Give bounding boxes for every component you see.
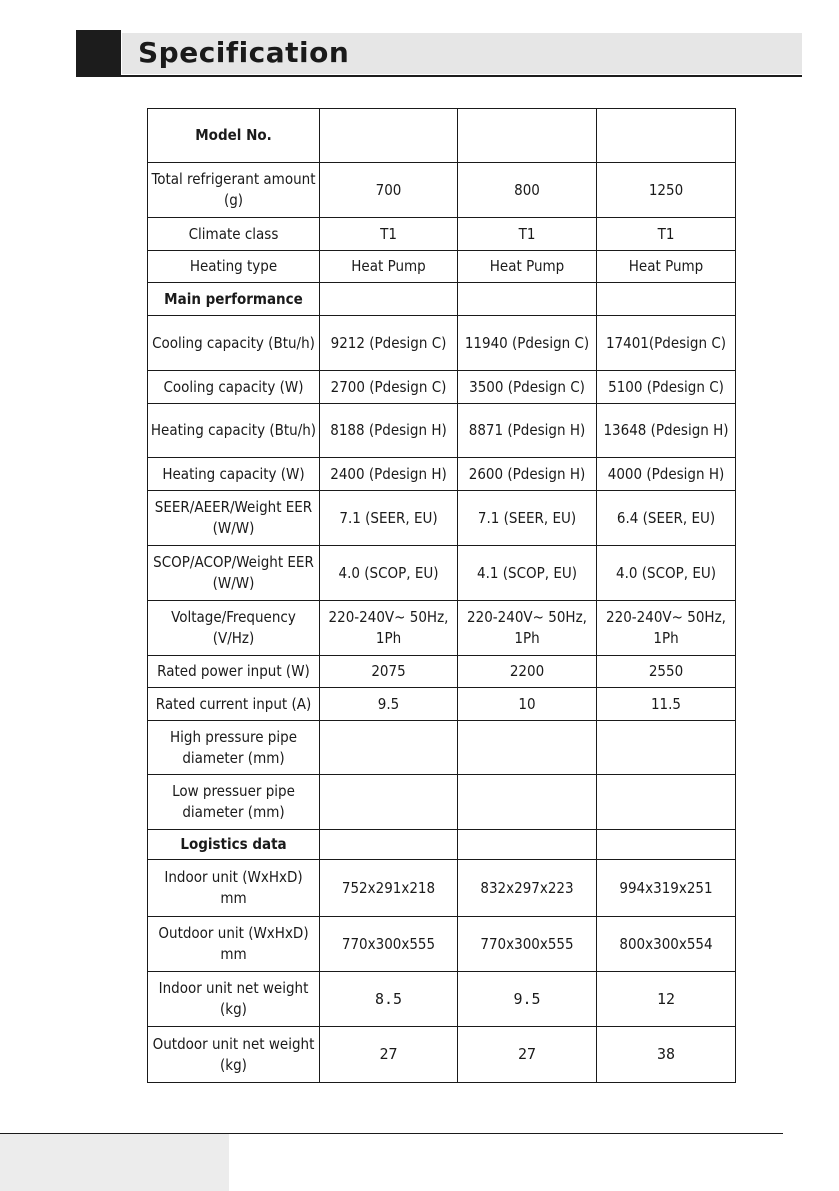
row-label: Indoor unit (WxHxD) mm <box>148 860 320 917</box>
row-label: Outdoor unit (WxHxD) mm <box>148 917 320 972</box>
row-label: Voltage/Frequency (V/Hz) <box>148 601 320 656</box>
table-cell <box>458 721 597 775</box>
table-row <box>148 163 736 218</box>
table-cell <box>597 109 736 163</box>
table-row <box>148 1027 736 1083</box>
table-cell: 27 <box>458 1027 597 1083</box>
table-row <box>148 251 736 283</box>
table-row <box>148 601 736 656</box>
table-cell: 27 <box>320 1027 458 1083</box>
table-row <box>148 283 736 316</box>
row-label: Heating type <box>148 251 320 283</box>
table-cell: 4.1 (SCOP, EU) <box>458 546 597 601</box>
table-row <box>148 371 736 404</box>
table-cell: 220-240V~ 50Hz, 1Ph <box>320 601 458 656</box>
table-cell: 4.0 (SCOP, EU) <box>320 546 458 601</box>
table-cell: 3500 (Pdesign C) <box>458 371 597 404</box>
table-cell: 2200 <box>458 656 597 688</box>
table-cell: T1 <box>597 218 736 251</box>
table-cell: 220-240V~ 50Hz, 1Ph <box>458 601 597 656</box>
table-cell <box>320 283 458 316</box>
table-cell <box>320 109 458 163</box>
table-row <box>148 491 736 546</box>
table-row <box>148 860 736 917</box>
row-label: Model No. <box>148 109 320 163</box>
table-cell: 17401(Pdesign C) <box>597 316 736 371</box>
row-label: Climate class <box>148 218 320 251</box>
table-cell: 832x297x223 <box>458 860 597 917</box>
table-cell <box>458 109 597 163</box>
table-cell: 9212 (Pdesign C) <box>320 316 458 371</box>
header-accent-block <box>76 30 121 76</box>
table-cell: 9.5 <box>320 688 458 721</box>
table-cell: 7.1 (SEER, EU) <box>458 491 597 546</box>
table-cell <box>320 775 458 830</box>
table-cell: T1 <box>458 218 597 251</box>
table-row <box>148 109 736 163</box>
table-row <box>148 404 736 458</box>
row-label: Heating capacity (Btu/h) <box>148 404 320 458</box>
table-cell <box>597 283 736 316</box>
table-cell: 2700 (Pdesign C) <box>320 371 458 404</box>
table-cell: 12 <box>597 972 736 1027</box>
table-cell: 800x300x554 <box>597 917 736 972</box>
table-cell <box>597 721 736 775</box>
table-cell <box>458 775 597 830</box>
table-cell <box>597 830 736 860</box>
table-row <box>148 775 736 830</box>
row-label: Total refrigerant amount (g) <box>148 163 320 218</box>
table-cell: 700 <box>320 163 458 218</box>
table-cell: 800 <box>458 163 597 218</box>
table-cell: 7.1 (SEER, EU) <box>320 491 458 546</box>
row-label: Rated power input (W) <box>148 656 320 688</box>
table-cell <box>320 721 458 775</box>
row-label: SCOP/ACOP/Weight EER (W/W) <box>148 546 320 601</box>
table-cell: Heat Pump <box>320 251 458 283</box>
table-cell: Heat Pump <box>597 251 736 283</box>
table-cell: 1250 <box>597 163 736 218</box>
table-cell <box>597 775 736 830</box>
table-cell <box>458 283 597 316</box>
table-cell: 38 <box>597 1027 736 1083</box>
row-label: Rated current input (A) <box>148 688 320 721</box>
table-cell <box>458 830 597 860</box>
table-cell: 770x300x555 <box>320 917 458 972</box>
table-cell: 752x291x218 <box>320 860 458 917</box>
table-cell: 2600 (Pdesign H) <box>458 458 597 491</box>
section-label-logistics-data: Logistics data <box>148 830 320 860</box>
table-cell: 8.5 <box>320 972 458 1027</box>
table-row <box>148 830 736 860</box>
page-title: Specification <box>138 36 350 69</box>
table-row <box>148 917 736 972</box>
row-label: Outdoor unit net weight (kg) <box>148 1027 320 1083</box>
table-cell: 10 <box>458 688 597 721</box>
table-cell: 6.4 (SEER, EU) <box>597 491 736 546</box>
table-cell: 2550 <box>597 656 736 688</box>
table-cell <box>320 830 458 860</box>
table-cell: 4000 (Pdesign H) <box>597 458 736 491</box>
table-cell: 11940 (Pdesign C) <box>458 316 597 371</box>
table-cell: 770x300x555 <box>458 917 597 972</box>
table-cell: 220-240V~ 50Hz, 1Ph <box>597 601 736 656</box>
table-cell: 13648 (Pdesign H) <box>597 404 736 458</box>
row-label: SEER/AEER/Weight EER (W/W) <box>148 491 320 546</box>
table-row <box>148 316 736 371</box>
row-label: Heating capacity (W) <box>148 458 320 491</box>
table-row <box>148 458 736 491</box>
table-cell: 5100 (Pdesign C) <box>597 371 736 404</box>
table-row <box>148 972 736 1027</box>
row-label: Cooling capacity (Btu/h) <box>148 316 320 371</box>
table-row <box>148 688 736 721</box>
table-cell: 8188 (Pdesign H) <box>320 404 458 458</box>
table-row <box>148 721 736 775</box>
table-row <box>148 656 736 688</box>
table-cell: 11.5 <box>597 688 736 721</box>
table-cell: 994x319x251 <box>597 860 736 917</box>
table-cell: T1 <box>320 218 458 251</box>
specification-table <box>147 108 736 1083</box>
table-cell: 2075 <box>320 656 458 688</box>
table-row <box>148 218 736 251</box>
header-underline <box>76 75 802 77</box>
footer-block <box>0 1134 229 1191</box>
table-cell: 2400 (Pdesign H) <box>320 458 458 491</box>
table-cell: 8871 (Pdesign H) <box>458 404 597 458</box>
table-cell: 4.0 (SCOP, EU) <box>597 546 736 601</box>
table-row <box>148 546 736 601</box>
row-label: Indoor unit net weight (kg) <box>148 972 320 1027</box>
row-label: Low pressuer pipe diameter (mm) <box>148 775 320 830</box>
row-label: Cooling capacity (W) <box>148 371 320 404</box>
table-cell: Heat Pump <box>458 251 597 283</box>
table-cell: 9.5 <box>458 972 597 1027</box>
section-label-main-performance: Main performance <box>148 283 320 316</box>
row-label: High pressure pipe diameter (mm) <box>148 721 320 775</box>
